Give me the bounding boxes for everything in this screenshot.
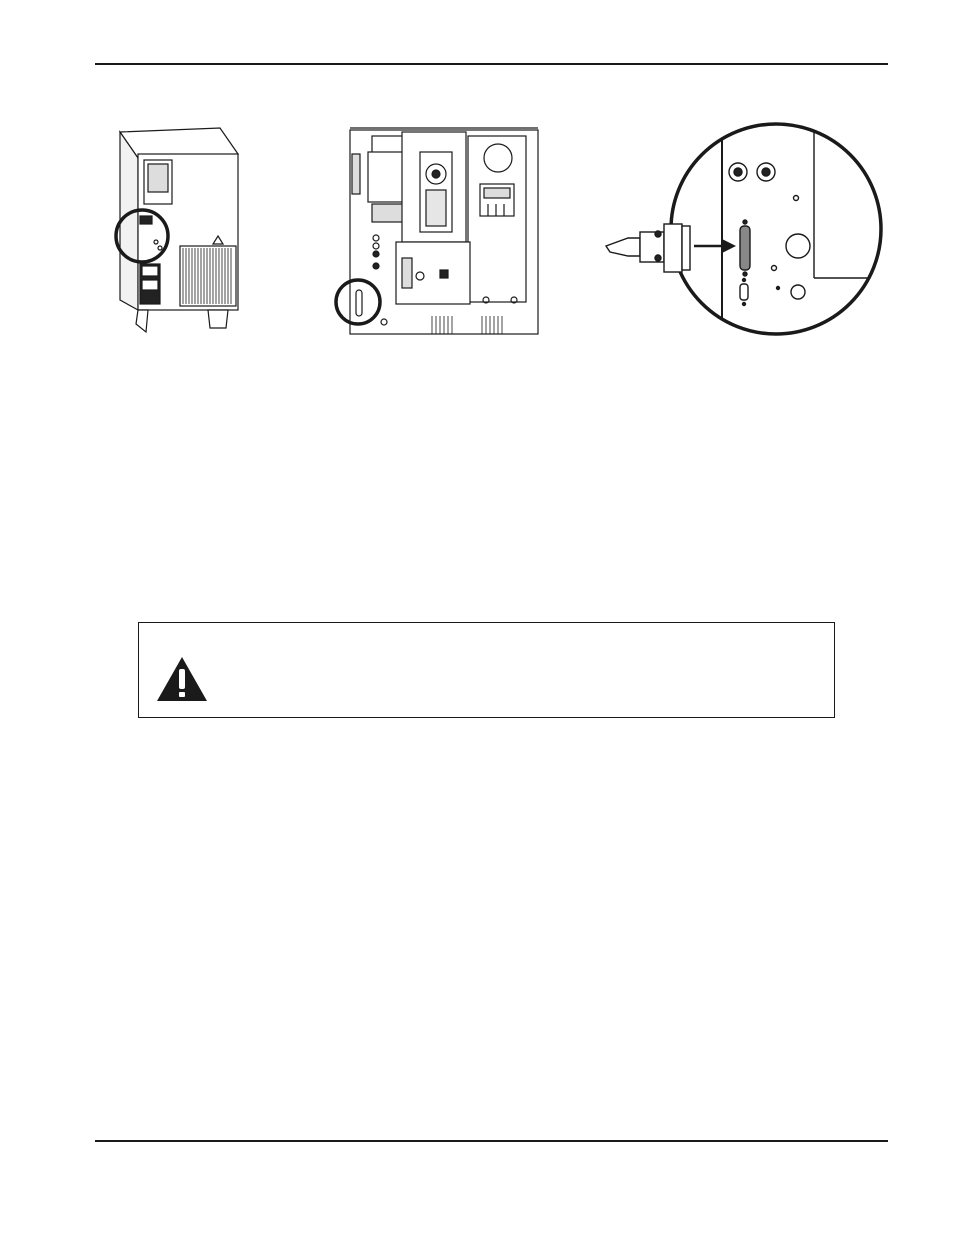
warning-box — [138, 622, 835, 718]
cabinet-interior-icon — [332, 124, 542, 336]
warning-triangle-icon — [155, 655, 209, 703]
header-rule — [95, 63, 888, 65]
power-supply-cabinet-icon — [108, 124, 248, 336]
connector-detail-icon — [600, 122, 890, 336]
footer-rule — [95, 1140, 888, 1142]
